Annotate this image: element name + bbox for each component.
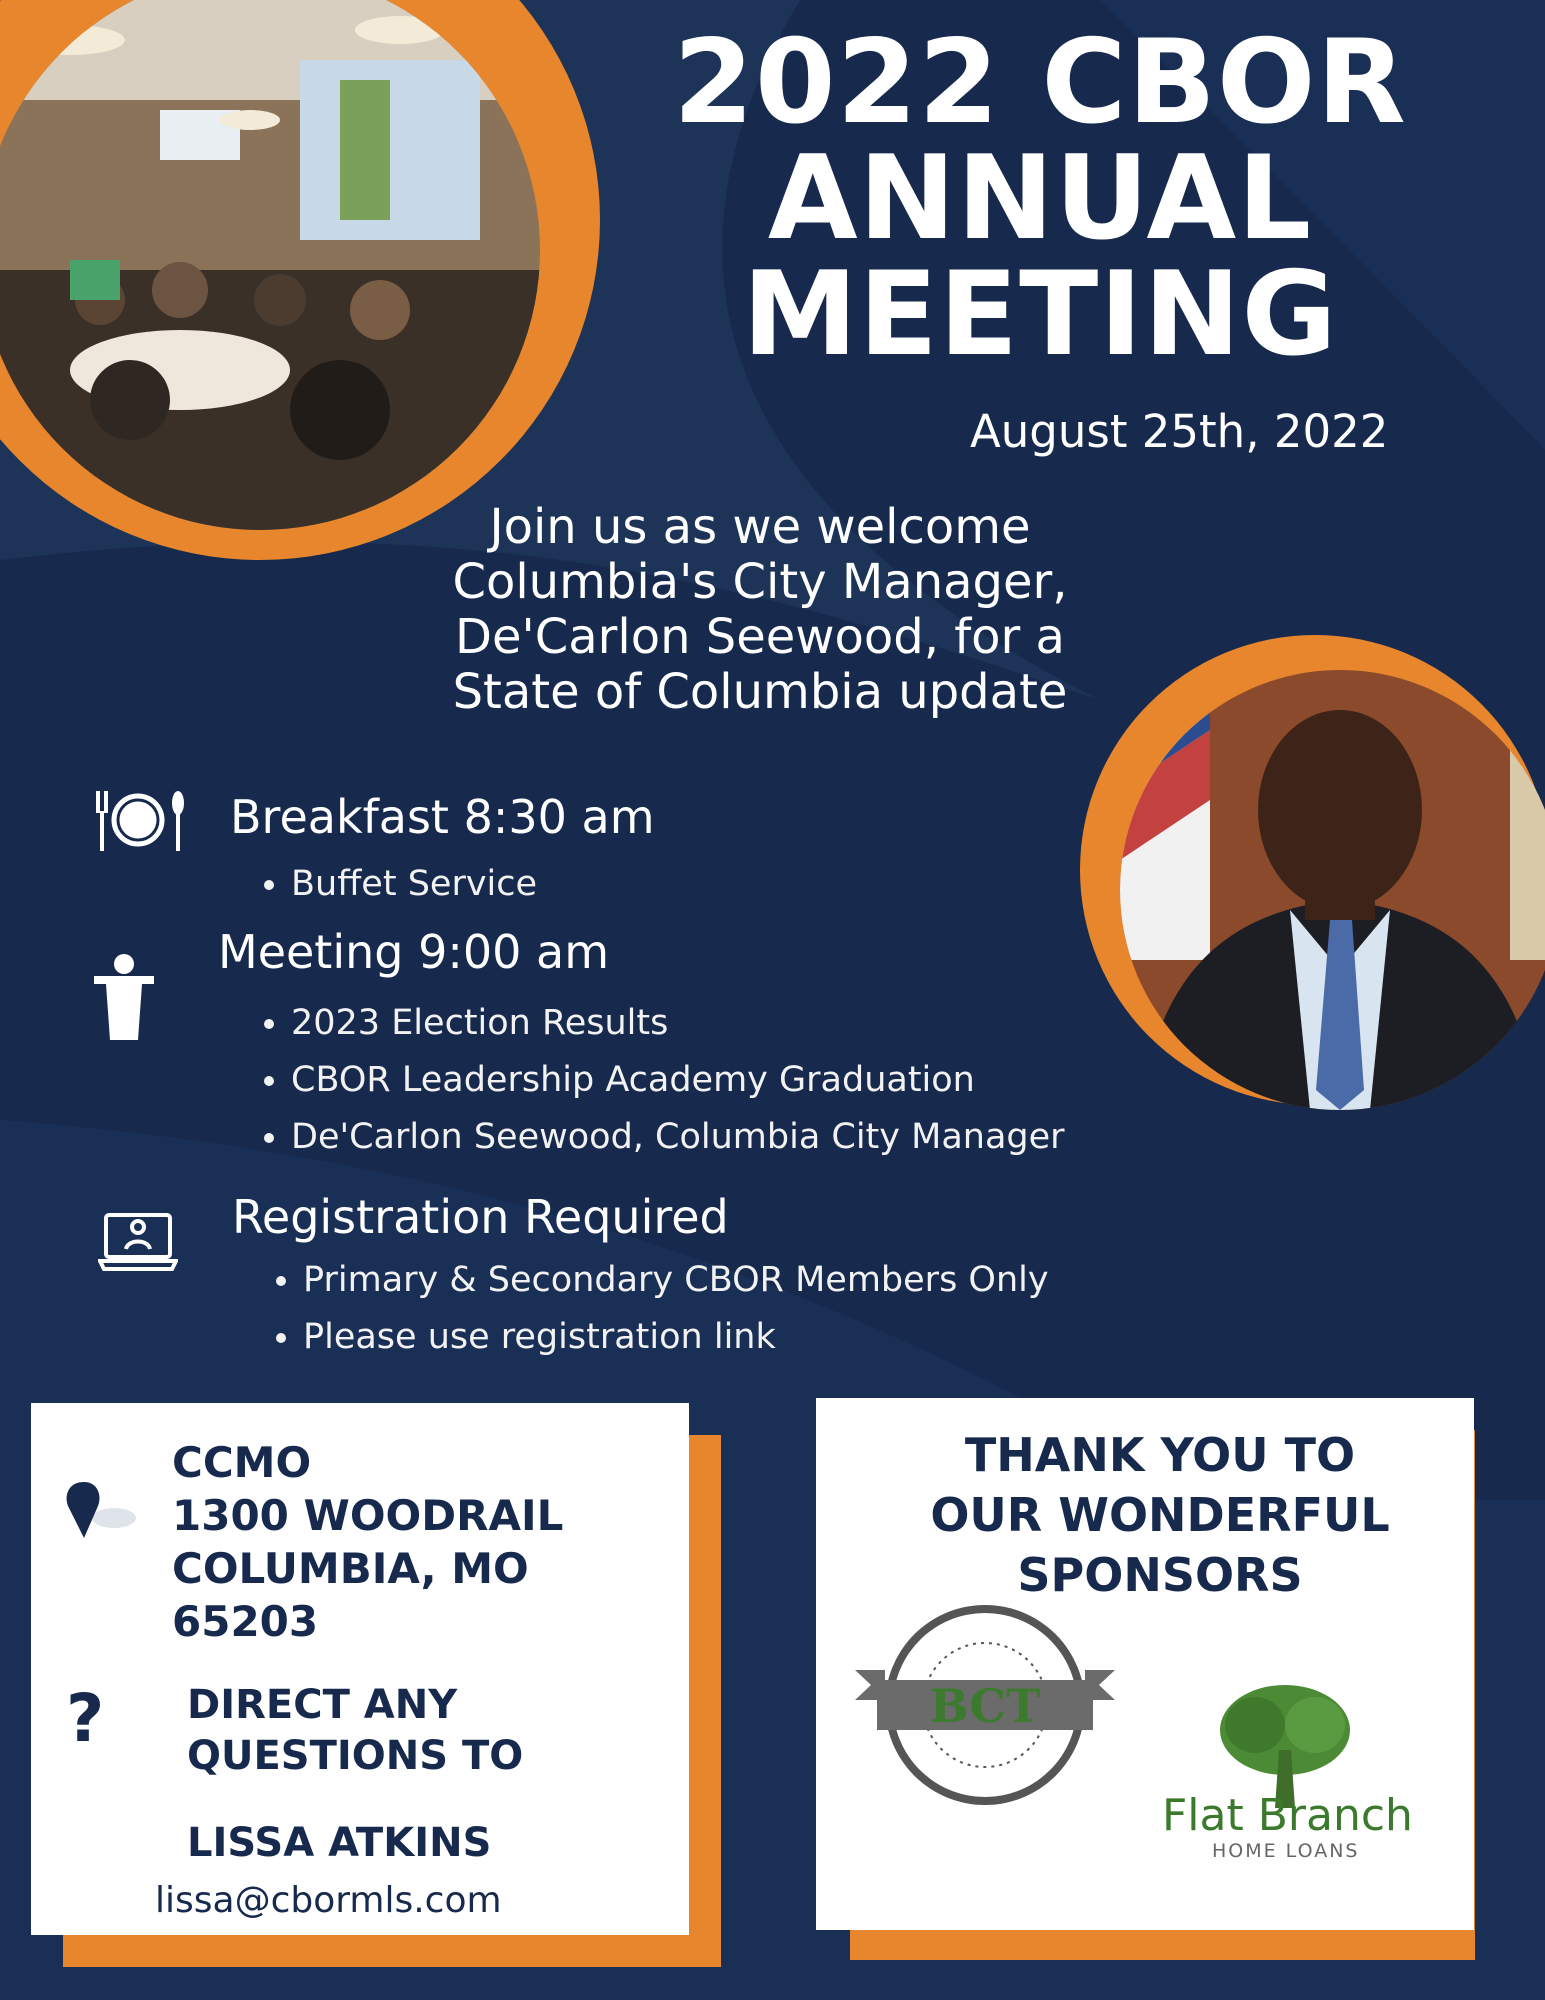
registration-list — [265, 1252, 1049, 1366]
sponsors-heading-line-1: THANK YOU TO — [964, 1428, 1356, 1482]
flat-branch-tagline: HOME LOANS — [1212, 1840, 1360, 1862]
dining-plate-icon — [88, 785, 188, 855]
location-pin-icon — [62, 1476, 142, 1546]
venue-city: COLUMBIA, MO — [172, 1544, 529, 1593]
sponsors-heading-line-2: OUR WONDERFUL — [930, 1488, 1390, 1542]
page-title — [590, 15, 1490, 382]
list-item: • De'Carlon Seewood, Columbia City Manager — [291, 1109, 1065, 1166]
questions-line-1: DIRECT ANY — [187, 1682, 458, 1728]
question-mark-icon: ? — [66, 1680, 105, 1757]
registration-heading: Registration Required — [232, 1190, 729, 1244]
list-item: • Primary & Secondary CBOR Members Only — [303, 1252, 1049, 1309]
venue-address — [172, 1436, 563, 1648]
bct-logo — [845, 1600, 1125, 1810]
event-date: August 25th, 2022 — [970, 405, 1389, 458]
venue-zip: 65203 — [172, 1597, 319, 1646]
venue-name: CCMO — [172, 1438, 312, 1487]
contact-name: LISSA ATKINS — [187, 1820, 492, 1866]
speaker-photo — [1120, 670, 1545, 1110]
event-photo — [0, 0, 540, 530]
podium-speaker-icon — [92, 950, 162, 1040]
venue-street: 1300 WOODRAIL — [172, 1491, 564, 1540]
title-line-3: MEETING — [742, 247, 1338, 382]
list-item: • CBOR Leadership Academy Graduation — [291, 1052, 1065, 1109]
questions-line-2: QUESTIONS TO — [187, 1733, 524, 1779]
list-item: • Please use registration link — [303, 1309, 1049, 1366]
meeting-heading: Meeting 9:00 am — [218, 925, 609, 979]
intro-text: Join us as we welcome Columbia's City Manager, De'Carlon Seewood, for a State of Columbia update — [452, 499, 1068, 720]
breakfast-list — [253, 856, 537, 913]
bct-logo-letters: BCT — [929, 1679, 1041, 1733]
list-item: • 2023 Election Results — [291, 995, 1065, 1052]
contact-email[interactable]: lissa@cbormls.com — [155, 1880, 502, 1921]
breakfast-heading: Breakfast 8:30 am — [230, 790, 655, 844]
meeting-list — [253, 995, 1065, 1166]
title-line-1: 2022 CBOR — [673, 15, 1407, 150]
title-line-2: ANNUAL — [767, 131, 1313, 266]
sponsors-heading-line-3: SPONSORS — [1017, 1548, 1303, 1602]
list-item: • Buffet Service — [291, 856, 537, 913]
laptop-registration-icon — [98, 1205, 178, 1275]
flat-branch-name: Flat Branch — [1162, 1790, 1413, 1841]
sponsors-heading — [830, 1425, 1490, 1605]
questions-prompt — [187, 1680, 523, 1782]
